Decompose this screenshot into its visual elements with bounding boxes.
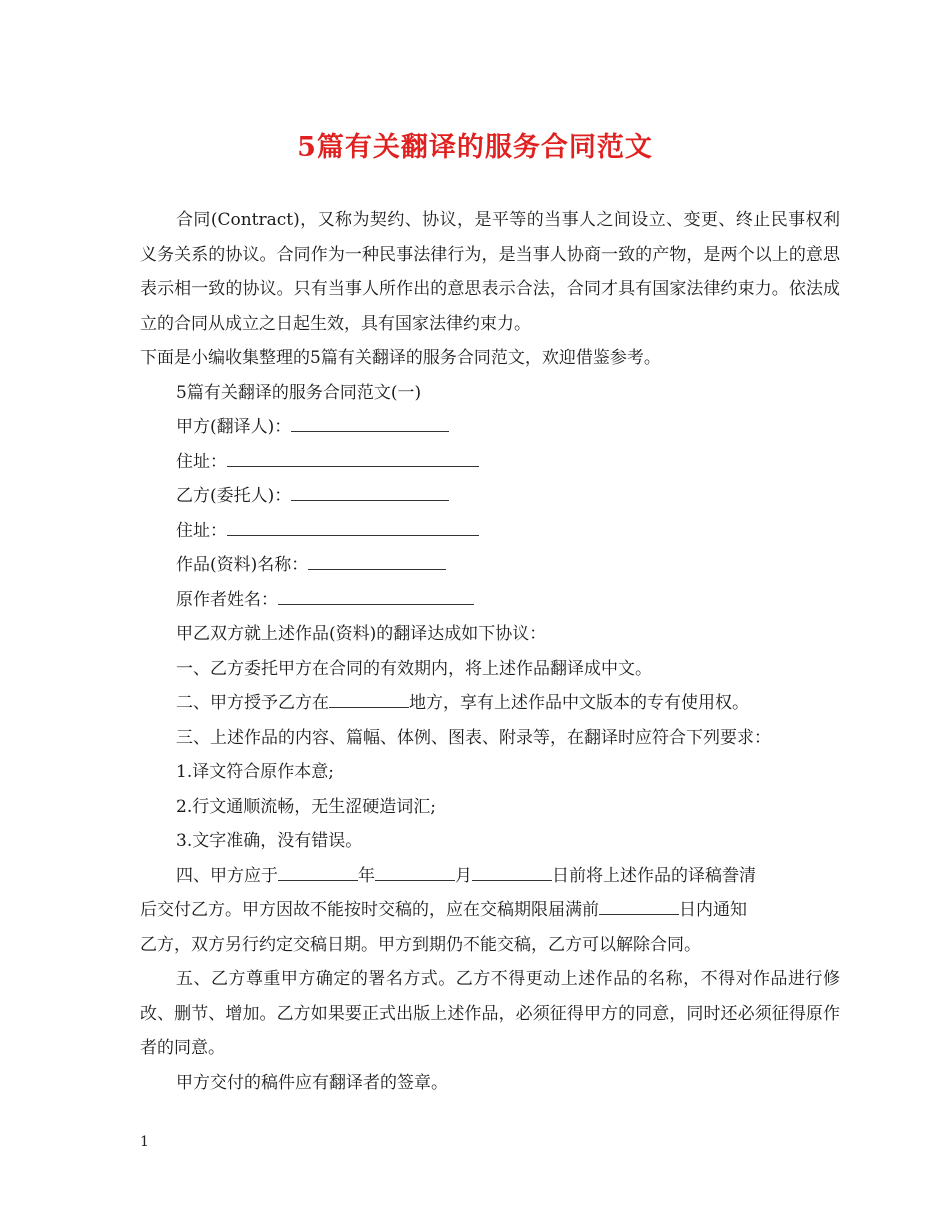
field-address-a-label: 住址：: [176, 451, 227, 472]
field-address-b: [140, 514, 840, 549]
clause-2-start: 二、甲方授予乙方在: [176, 693, 329, 713]
day-blank: [472, 863, 552, 881]
clause-4-day: 日前将上述作品的译稿誊清: [552, 865, 756, 886]
document-body: [140, 203, 840, 1100]
clause-2-end: 地方，享有上述作品中文版本的专有使用权。: [409, 693, 749, 713]
intro-text: 合同(Contract)，又称为契约、协议，是平等的当事人之间设立、变更、终止民事权利义务关系的协议。合同作为一种民事法律行为，是当事人协商一致的产物，是两个以上的意思表示相一致的协议。只有当事人所作出的意思表示合法，合同才具有国家法律约束力。依法成立的合同从成立之日起生效，具有国家法律约束力。: [140, 210, 840, 334]
field-party-a-label: 甲方(翻译人)：: [176, 417, 292, 437]
clause-2: [140, 686, 840, 721]
requirement-3: 3.文字准确，没有错误。: [176, 831, 363, 851]
year-blank: [278, 863, 358, 881]
agreement-intro: 甲乙双方就上述作品(资料)的翻译达成如下协议：: [176, 624, 547, 644]
clause-4-start: 四、甲方应于: [176, 865, 278, 886]
document-title: 5篇有关翻译的服务合同范文: [297, 132, 653, 163]
party-b-blank: [291, 483, 449, 501]
field-work-name: [140, 548, 840, 583]
clause-4-continue: 后交付乙方。甲方因故不能按时交稿的，应在交稿期限届满前: [140, 900, 599, 920]
address-a-blank: [227, 449, 479, 467]
year-label: 年: [358, 865, 375, 886]
field-work-name-label: 作品(资料)名称：: [176, 555, 309, 575]
month-label: 月: [455, 865, 472, 886]
party-a-blank: [291, 414, 449, 432]
clause-4-line-3: 乙方，双方另行约定交稿日期。甲方到期仍不能交稿，乙方可以解除合同。: [140, 934, 701, 955]
field-party-b-label: 乙方(委托人)：: [176, 486, 292, 506]
original-author-blank: [278, 587, 474, 605]
region-blank: [329, 690, 409, 708]
clause-4-line-2: [140, 893, 840, 928]
field-address-b-label: 住址：: [176, 520, 227, 541]
clause-5: 五、乙方尊重甲方确定的署名方式。乙方不得更动上述作品的名称，不得对作品进行修改、删节、增加。乙方如果要正式出版上述作品，必须征得甲方的同意，同时还必须征得原作者的同意。: [140, 969, 840, 1058]
field-party-b: [140, 479, 840, 514]
clause-4-notice: 日内通知: [679, 900, 747, 920]
clause-1: 一、乙方委托甲方在合同的有效期内，将上述作品翻译成中文。: [176, 658, 652, 679]
clause-4-line-1: [140, 859, 840, 894]
clause-3: 三、上述作品的内容、篇幅、体例、图表、附录等，在翻译时应符合下列要求：: [176, 727, 771, 748]
signature-note: 甲方交付的稿件应有翻译者的签章。: [176, 1072, 448, 1093]
field-original-author-label: 原作者姓名：: [176, 589, 278, 610]
requirement-1: 1.译文符合原作本意;: [176, 762, 334, 782]
notice-days-blank: [599, 897, 679, 915]
address-b-blank: [227, 518, 479, 536]
month-blank: [375, 863, 455, 881]
intro-tail: 下面是小编收集整理的5篇有关翻译的服务合同范文，欢迎借鉴参考。: [140, 348, 661, 368]
section-heading: 5篇有关翻译的服务合同范文(一): [176, 382, 422, 403]
page-number: 1: [140, 1134, 149, 1150]
field-address-a: [140, 445, 840, 480]
field-party-a: [140, 410, 840, 445]
intro-paragraph: [140, 203, 840, 341]
work-name-blank: [308, 552, 446, 570]
field-original-author: [140, 583, 840, 618]
requirement-2: 2.行文通顺流畅，无生涩硬造词汇;: [176, 796, 436, 817]
